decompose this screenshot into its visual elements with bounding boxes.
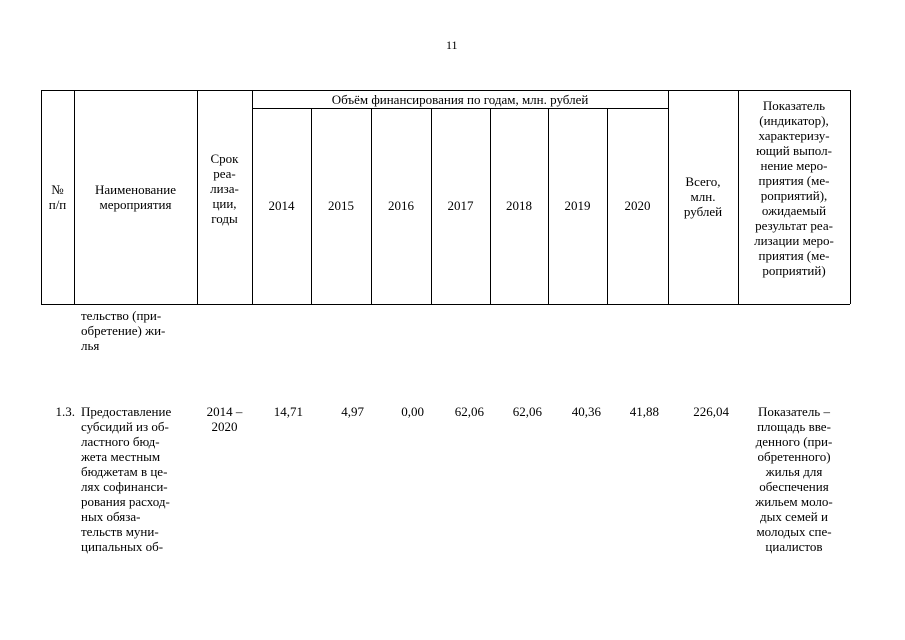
- header-name: Наименование мероприятия: [95, 182, 176, 212]
- row-1-3-name: Предоставление субсидий из об- ластного бюд- жета местным бюджетам в це- лях софинанси- рования расход- ных обяза- тельств муни- ципальных об-: [81, 404, 172, 554]
- header-year-2015: 2015: [328, 198, 354, 213]
- continuation-name-text: тельство (при- обретение) жи- лья: [81, 308, 166, 353]
- header-no: № п/п: [48, 182, 67, 212]
- col-border-term-years: [252, 90, 253, 304]
- row-1-3-total: 226,04: [693, 404, 729, 419]
- row-1-3-value-2016: 0,00: [401, 404, 424, 419]
- table-top-border: [41, 90, 850, 91]
- row-1-3-value-2019: 40,36: [571, 404, 601, 419]
- header-year-2017: 2017: [447, 198, 474, 213]
- row-1-3-value-2017: 62,06: [454, 404, 484, 419]
- header-year-2014: 2014: [268, 198, 295, 213]
- row-1-3-value-2014: 14,71: [273, 404, 303, 419]
- row-1-3-value-2015: 4,97: [341, 404, 364, 419]
- header-year-2019: 2019: [564, 198, 591, 213]
- header-term: Срок реа- лиза- ции, годы: [210, 151, 239, 226]
- row-1-3-value-2020: 41,88: [629, 404, 659, 419]
- col-border-right: [850, 90, 851, 304]
- table-header-bottom-border: [41, 304, 850, 305]
- header-funding-group: Объём финансирования по годам, млн. рублей: [331, 92, 589, 107]
- row-1-3-indicator: Показатель – площадь вве- денного (при- обретенного) жилья для обеспечения жильем моло- дых семей и молодых спе- циалистов: [755, 404, 833, 554]
- header-indicator: Показатель (индикатор), характеризу- ющий выпол- нение меро- приятия (ме- роприятий), ожидаемый результат реа- лизации меро- приятия (ме- роприятий): [754, 98, 834, 278]
- header-year-2020: 2020: [624, 198, 651, 213]
- row-1-3-term: 2014 – 2020: [206, 404, 243, 434]
- header-total: Всего, млн. рублей: [683, 174, 723, 219]
- page-number: 11: [446, 38, 458, 52]
- row-1-3-value-2018: 62,06: [512, 404, 542, 419]
- funding-subheader-border: [252, 108, 668, 109]
- header-year-2016: 2016: [388, 198, 414, 213]
- row-1-3-no: 1.3.: [55, 404, 75, 419]
- header-year-2018: 2018: [506, 198, 532, 213]
